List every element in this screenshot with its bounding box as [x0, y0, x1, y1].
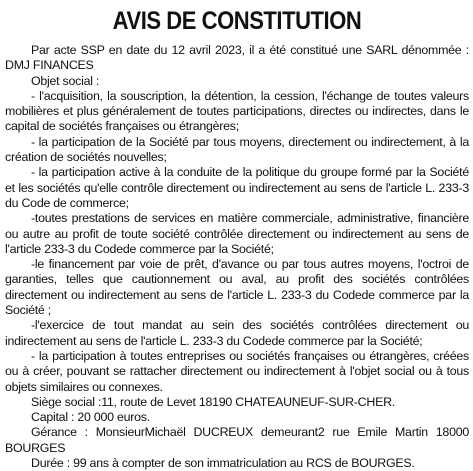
notice-paragraph-capital: Capital : 20 000 euros. [31, 410, 150, 425]
notice-paragraph-object-6: -l'exercice de tout mandat au sein des sociétés contrôlées directement ou indirectement au sens de l'article L. 233-3 du Codede commerce par la Société; [5, 318, 469, 348]
notice-paragraph-object-7: - la participation à toutes entreprises ou sociétés françaises ou étrangères, créées ou à créer, pouvant se rattacher directement ou indirectement à l'objet social ou à tous objets similaires ou connexes. [5, 348, 469, 394]
notice-paragraph-object-1: - l'acquisition, la souscription, la détention, la cession, l'échange de toutes valeurs mobilières et plus généralement de toutes participations, directes ou indirectes, dans le capital de sociétés françaises ou étrangères; [5, 88, 469, 134]
notice-paragraph-object-4: -toutes prestations de services en matière commerciale, administrative, financière ou autre au profit de toute société contrôlée directement ou indirectement au sens de l'article 233-3 du Codede commerce par la Société; [5, 211, 469, 256]
notice-paragraph-intro: Par acte SSP en date du 12 avril 2023, il a été constitué une SARL dénommée : DMJ FINANCES [5, 43, 469, 73]
notice-paragraph-object-5: -le financement par voie de prêt, d'avance ou par tous autres moyens, l'octroi de garanties, telles que cautionnement ou aval, au profit des sociétés contrôlées directement ou indirectement au sens de l'article L. 233-3 du Codede commerce par la Société ; [5, 257, 469, 318]
notice-paragraph-head-office: Siège social :11, route de Levet 18190 CHATEAUNEUF-SUR-CHER. [31, 394, 395, 409]
legal-notice [5, 4, 469, 471]
notice-paragraph-object-heading: Objet social : [31, 73, 100, 88]
notice-title: AVIS DE CONSTITUTION [112, 7, 362, 35]
notice-body [5, 43, 469, 471]
notice-paragraph-object-3: - la participation active à la conduite de la politique du groupe formé par la Société et les sociétés qu'elle contrôle directement ou indirectement au sens de l'article L. 233-3 du Code de commerce; [5, 165, 469, 210]
notice-paragraph-management: Gérance : MonsieurMichaël DUCREUX demeurant2 rue Emile Martin 18000 BOURGES [5, 425, 469, 455]
notice-paragraph-duration: Durée : 99 ans à compter de son immatriculation au RCS de BOURGES. [31, 456, 415, 471]
notice-paragraph-object-2: - la participation de la Société par tous moyens, directement ou indirectement, à la création de sociétés nouvelles; [5, 134, 469, 165]
